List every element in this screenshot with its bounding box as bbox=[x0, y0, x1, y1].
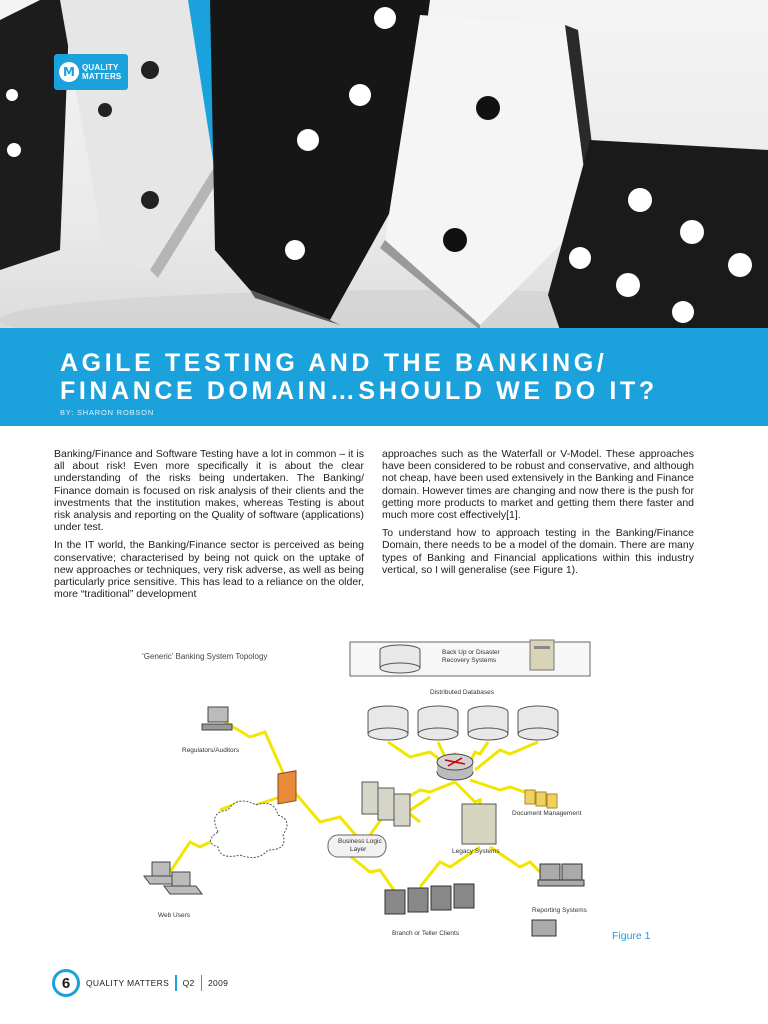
legacy-systems-label: Legacy Systems bbox=[452, 848, 500, 855]
reporting-systems-label: Reporting Systems bbox=[532, 907, 587, 914]
business-logic-label-2: Layer bbox=[350, 846, 367, 853]
badge-line-1: QUALITY bbox=[82, 63, 119, 72]
figure-caption: Figure 1 bbox=[612, 930, 651, 942]
distributed-databases-label: Distributed Databases bbox=[430, 689, 494, 696]
document-management-label: Document Management bbox=[512, 810, 582, 817]
q-logo-icon: M bbox=[59, 62, 79, 82]
paragraph: In the IT world, the Banking/Finance sector is perceived as being conservative; characterised by being not quick on the uptake of new approaches or techniques, very risk adverse, as well as being particularly price sensitive. This has lead to a reliance on the older, more “traditional” development bbox=[54, 539, 364, 601]
left-column bbox=[54, 448, 364, 606]
quality-matters-logo bbox=[54, 54, 128, 90]
diagram-heading: ‘Generic’ Banking System Topology bbox=[142, 652, 268, 661]
dominoes-illustration bbox=[0, 0, 768, 330]
web-users-label: Web Users bbox=[158, 912, 191, 919]
paragraph: To understand how to approach testing in the Banking/Finance Domain, there needs to be a model of the domain. There are many types of Banking and Financial applications within this industry vertical, so I will generalise (see Figure 1). bbox=[382, 527, 694, 576]
issue-year: 2009 bbox=[208, 978, 229, 988]
paragraph: approaches such as the Waterfall or V-Model. These approaches have been considered to be robust and conservative, and although not cheap, have been used extensively in the Banking and Finance domain. However times are changing and now there is the push for getting more products to market and getting them there faster and much more cost effectively[1]. bbox=[382, 448, 694, 522]
publication-name: QUALITY MATTERS bbox=[86, 978, 170, 988]
paragraph: Banking/Finance and Software Testing have a lot in common – it is all about risk! Even more specifically it is about the clear understanding of the risks being undertaken. The Banking/ Finance domain is focused on risk analysis of their clients and the investments that the institution makes, whereas Testing is about risk analysis and reporting on the Quality of software (applications) under test. bbox=[54, 448, 364, 534]
business-logic-label-1: Business Logic bbox=[338, 838, 382, 845]
article-byline: BY: SHARON ROBSON bbox=[60, 408, 155, 417]
issue-quarter: Q2 bbox=[182, 978, 195, 988]
badge-line-2: MATTERS bbox=[82, 72, 122, 81]
page-footer bbox=[52, 968, 234, 998]
hero-image bbox=[0, 0, 768, 330]
backup-label-2: Recovery Systems bbox=[442, 657, 497, 664]
topology-diagram-graphic bbox=[130, 632, 630, 952]
page-number: 6 bbox=[52, 969, 80, 997]
right-column bbox=[382, 448, 694, 582]
topology-diagram bbox=[130, 632, 630, 952]
backup-label-1: Back Up or Disaster bbox=[442, 649, 500, 656]
title-banner bbox=[0, 328, 768, 426]
article-title-line-1: AGILE TESTING AND THE BANKING/ bbox=[60, 349, 608, 377]
branch-clients-label: Branch or Teller Clients bbox=[392, 930, 460, 937]
article-title bbox=[60, 349, 658, 405]
article-title-line-2: FINANCE DOMAIN…SHOULD WE DO IT? bbox=[60, 377, 658, 405]
regulators-label: Regulators/Auditors bbox=[182, 747, 240, 754]
